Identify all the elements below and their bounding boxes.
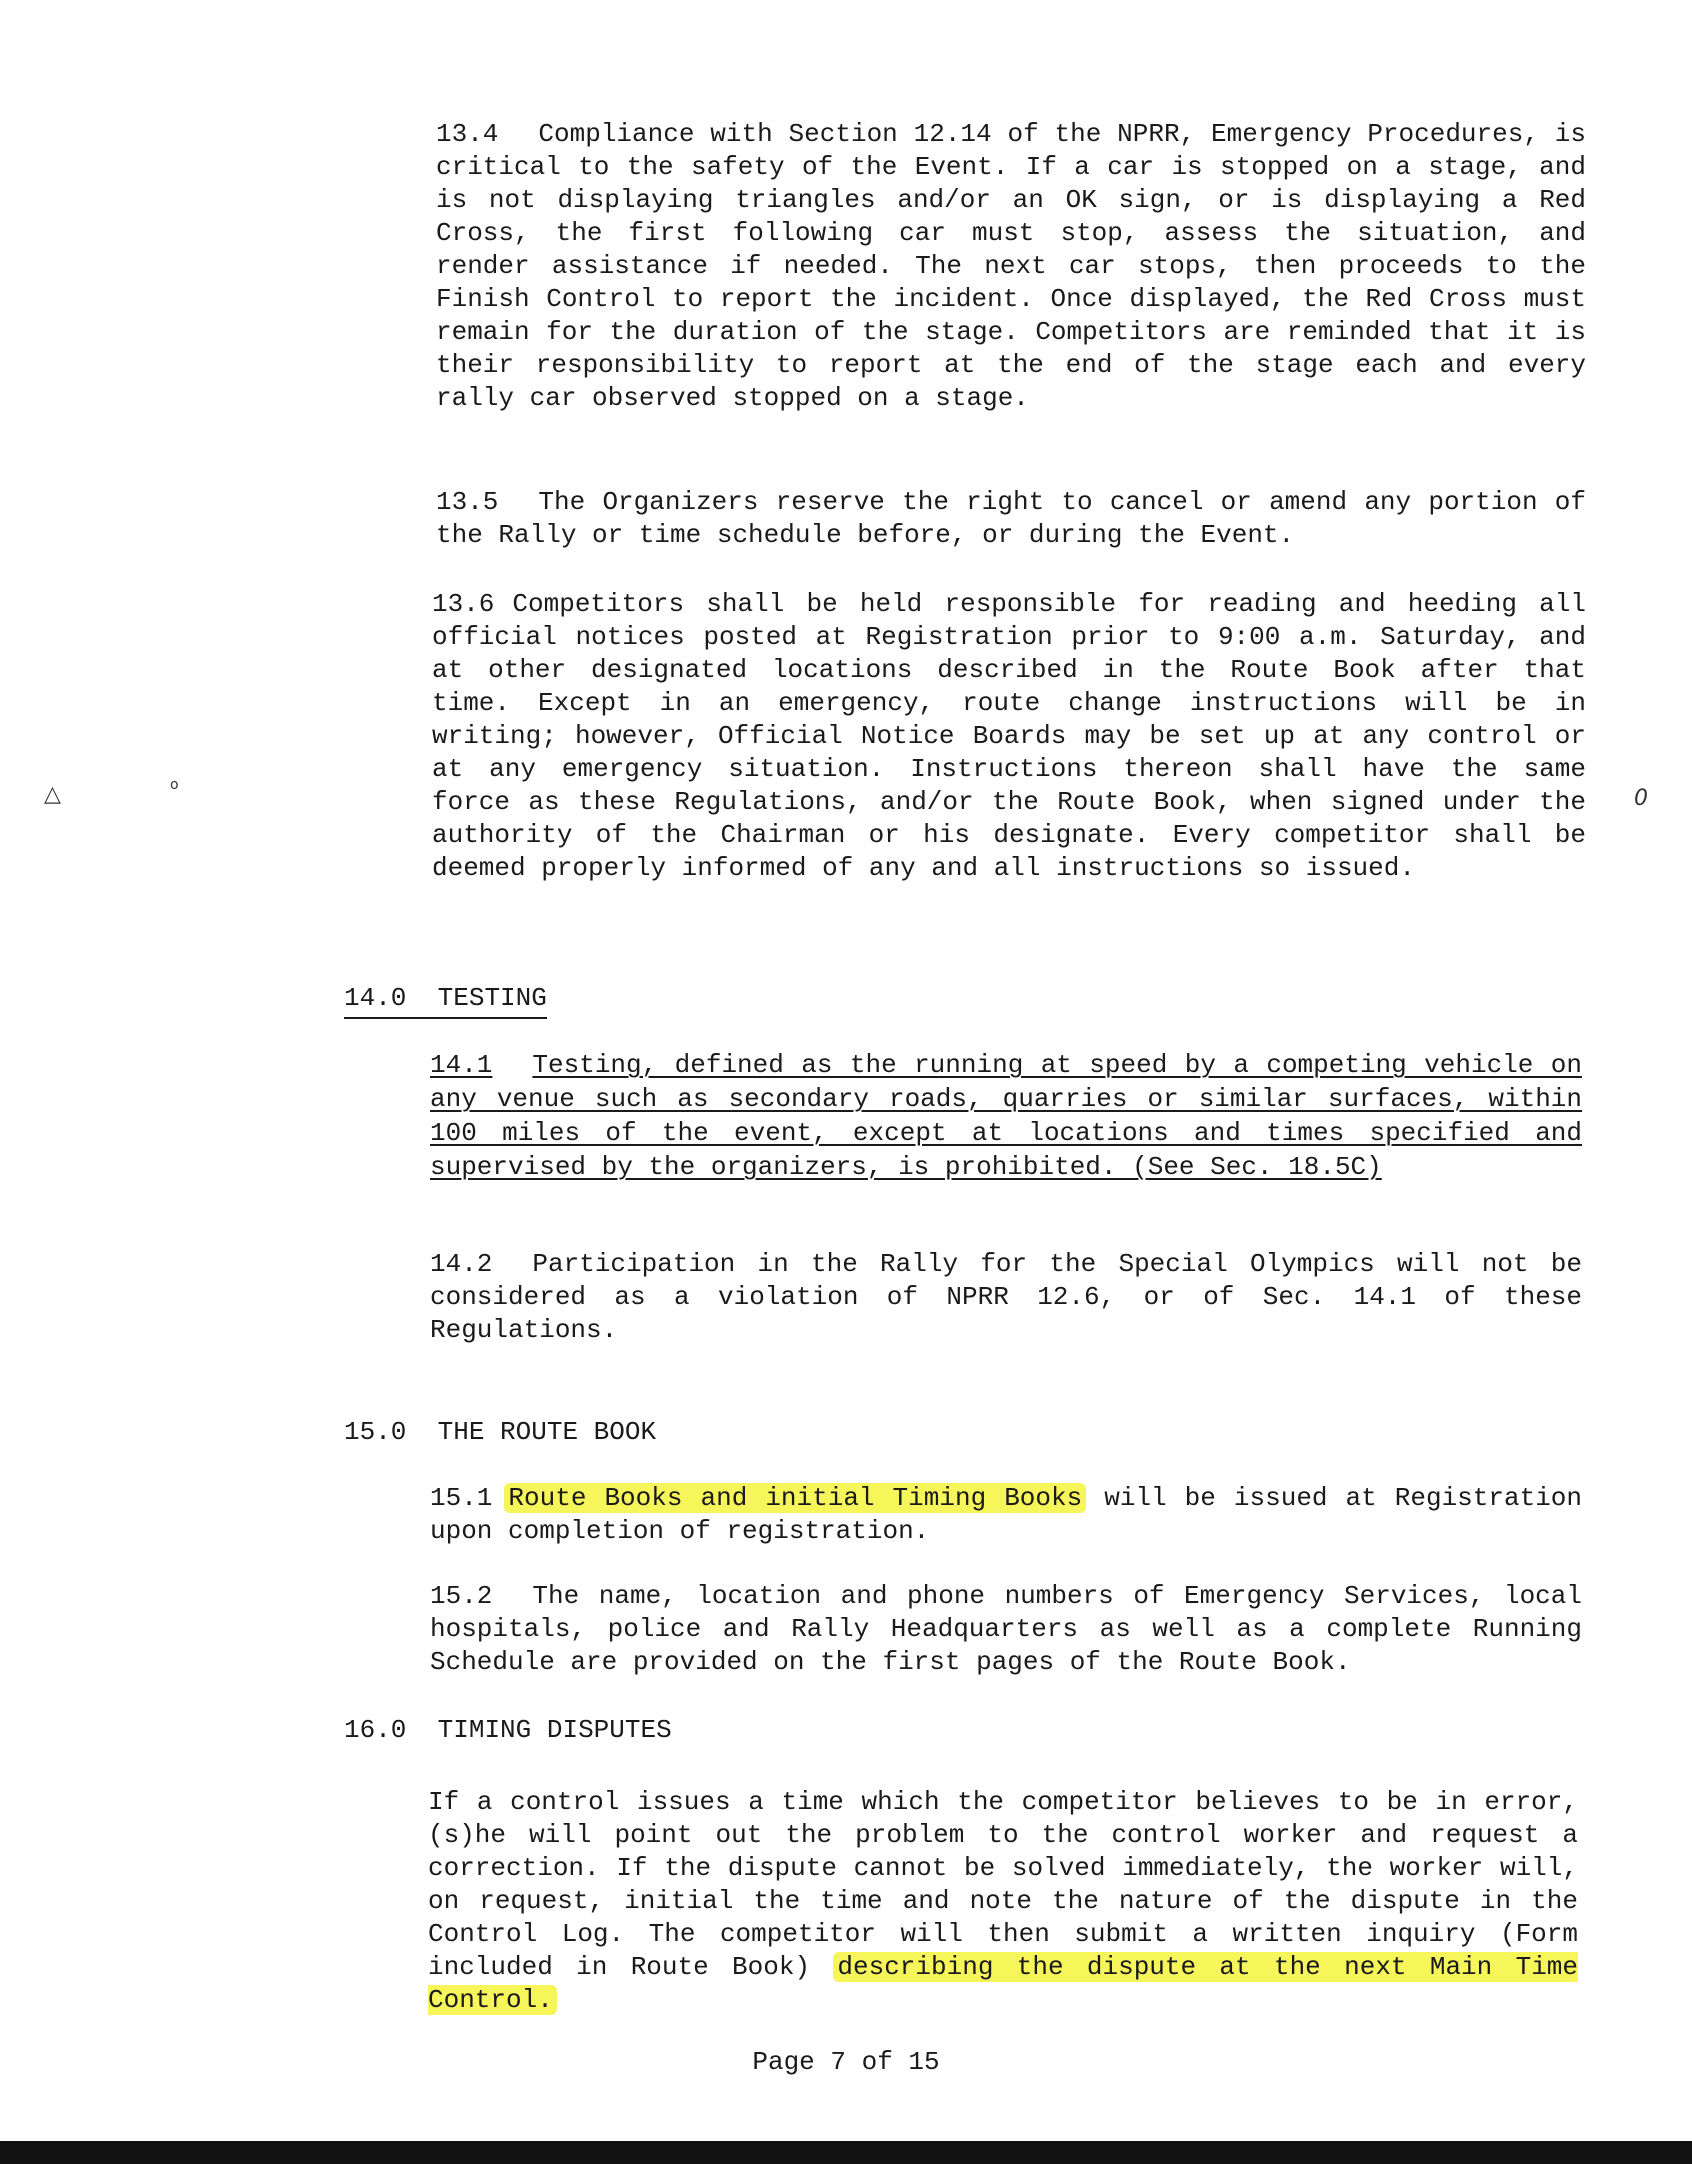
section-text: Testing, defined as the running at speed by a competing vehicle on any venue such as secondary roads, quarries or similar surfaces, within 100 miles of the event, except at locations and times specified and supervised by the organizers, is prohibited. (See Sec. 18.5C) [430,1050,1582,1182]
section-16-body [428,1786,1578,2017]
section-text: The Organizers reserve the right to cancel or amend any portion of the Rally or time schedule before, or during the Event. [436,487,1586,550]
section-number: 14.1 [430,1050,493,1080]
heading-number: 16.0 [344,1715,407,1745]
section-number: 15.2 [430,1581,493,1611]
section-13-4 [436,118,1586,415]
heading-15-route-book [344,1416,656,1449]
section-15-1 [430,1482,1582,1548]
heading-number: 14.0 [344,983,407,1013]
section-text: will be issued at Registration upon completion of registration. [430,1483,1583,1546]
scan-speck: 0 [1634,786,1648,811]
section-13-6 [432,588,1586,885]
section-14-2 [430,1248,1582,1347]
heading-title: TESTING [437,983,547,1013]
section-number: 13.4 [436,119,499,149]
section-text: The name, location and phone numbers of Emergency Services, local hospitals, police and Rally Headquarters as well as a complete Running Schedule are provided on the first pages of the Route Book. [430,1581,1582,1677]
section-text: Participation in the Rally for the Special Olympics will not be considered as a violation of NPRR 12.6, or of Sec. 14.1 of these Regulations. [430,1249,1582,1345]
section-number: 15.1 [430,1483,493,1513]
section-13-5 [436,486,1586,552]
scan-bottom-edge [0,2141,1692,2164]
section-number: 13.5 [436,487,499,517]
scan-speck: △ [44,782,61,807]
section-text: Competitors shall be held responsible for reading and heeding all official notices posted at Registration prior to 9:00 a.m. Saturday, and at other designated locations described in the Route Book after that time. Except in an emergency, route change instructions will be in writing; however, Official Notice Boards may be set up at any control or at any emergency situation. Instructions thereon shall have the same force as these Regulations, and/or the Route Book, when signed under the authority of the Chairman or his designate. Every competitor shall be deemed properly informed of any and all instructions so issued. [432,589,1586,883]
section-text: Compliance with Section 12.14 of the NPRR, Emergency Procedures, is critical to the safety of the Event. If a car is stopped on a stage, and is not displaying triangles and/or an OK sign, or is displaying a Red Cross, the first following car must stop, assess the situation, and render assistance if needed. The next car stops, then proceeds to the Finish Control to report the incident. Once displayed, the Red Cross must remain for the duration of the stage. Competitors are reminded that it is their responsibility to report at the end of the stage each and every rally car observed stopped on a stage. [436,119,1586,413]
heading-14-testing [344,982,547,1019]
section-14-1 [430,1048,1582,1184]
section-number: 14.2 [430,1249,493,1279]
heading-16-timing-disputes [344,1714,672,1747]
heading-number: 15.0 [344,1417,407,1447]
highlighted-text: describing the dispute at the next Main Time Control. [428,1952,1579,2015]
heading-title: THE ROUTE BOOK [437,1417,657,1447]
section-text: If a control issues a time which the competitor believes to be in error, (s)he will point out the problem to the control worker and request a correction. If the dispute cannot be solved immediately, the worker will, on request, initial the time and note the nature of the dispute in the Control Log. The competitor will then submit a written inquiry (Form included in Route Book) [428,1787,1578,1982]
highlighted-text: Route Books and initial Timing Books [504,1483,1086,1513]
page-number: Page 7 of 15 [752,2047,940,2077]
heading-title: TIMING DISPUTES [437,1715,672,1745]
section-number: 13.6 [432,589,495,619]
scan-speck: o [170,777,179,793]
section-15-2 [430,1580,1582,1679]
